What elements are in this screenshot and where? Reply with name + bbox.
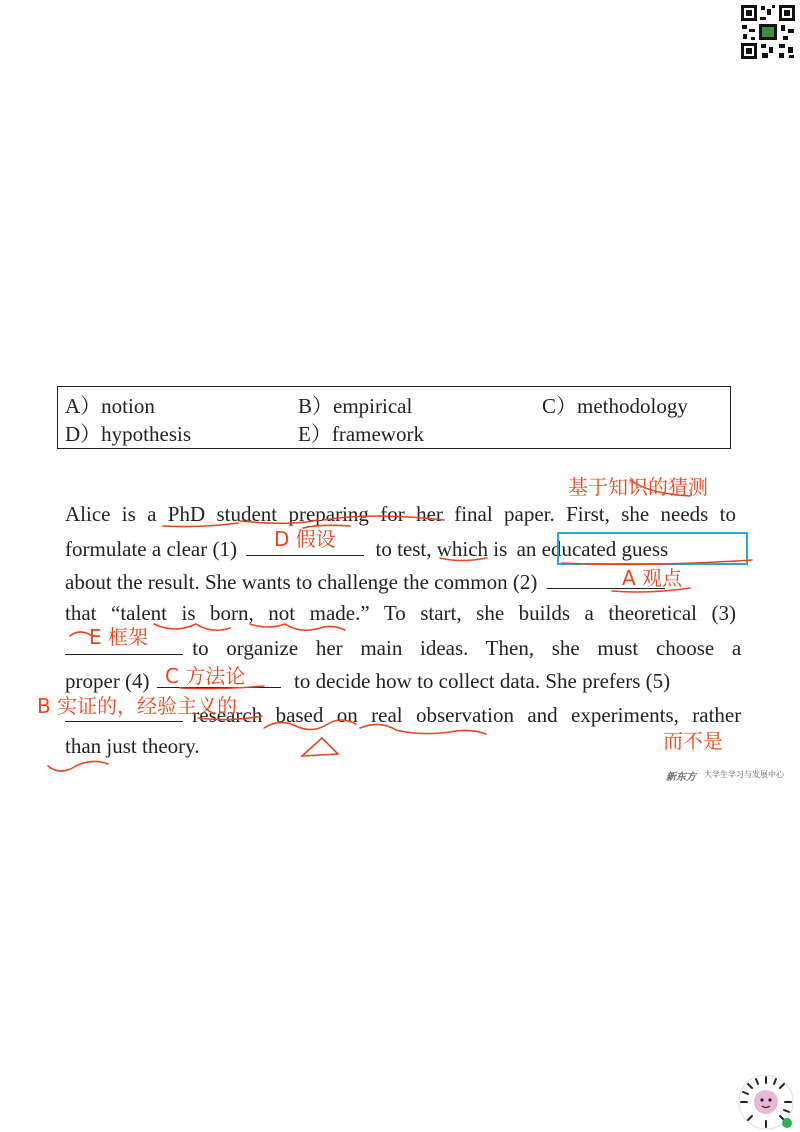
annotation-blank-2: A 观点 (622, 566, 683, 590)
passage-text: to organize her main ideas. Then, she must choose a (192, 636, 742, 660)
passage-line-4: that “talent is born, not made.” To start, she builds a theoretical (3) (65, 601, 736, 625)
option-c: C）methodology (542, 394, 688, 418)
qr-code-icon (739, 3, 797, 61)
option-a: A）notion (65, 394, 155, 418)
option-b: B）empirical (298, 394, 413, 418)
annotation-blank-4: C 方法论 (165, 664, 246, 688)
brand-logo: 新东方 (666, 772, 696, 783)
passage-text: to decide how to collect data. She prefers (5) (294, 669, 671, 693)
passage-line-1: Alice is a PhD student preparing for her final paper. First, she needs to (65, 502, 736, 526)
passage-line-5 (65, 634, 742, 660)
passage-text: research based on real observation and experiments, rather (192, 703, 742, 727)
passage-text: proper (4) (65, 669, 150, 693)
option-d: D）hypothesis (65, 422, 191, 446)
passage-line-3 (65, 568, 665, 594)
passage-text: formulate a clear (1) (65, 537, 237, 561)
squiggle-mark (48, 761, 108, 771)
passage-line-2 (65, 535, 745, 561)
mini-program-code-icon (737, 1073, 795, 1131)
brand-org-name: 大学生学习与发展中心 (704, 770, 784, 779)
triangle-mark (302, 738, 338, 756)
annotation-blank-5: B 实证的，经验主义的 (37, 694, 238, 718)
word-bank-box (57, 386, 731, 449)
passage-text: about the result. She wants to challenge the common (2) (65, 570, 538, 594)
highlighted-phrase: an educated guess (516, 537, 669, 561)
passage-line-8: than just theory. (65, 734, 200, 758)
passage-text: to test, which is (375, 537, 508, 561)
annotation-guess-note: 基于知识的猜测 (568, 475, 708, 499)
annotation-blank-1: D 假设 (274, 527, 336, 551)
annotation-rather-note: 而不是 (663, 729, 723, 753)
option-e: E）framework (298, 422, 424, 446)
annotation-blank-3: E 框架 (89, 625, 148, 649)
